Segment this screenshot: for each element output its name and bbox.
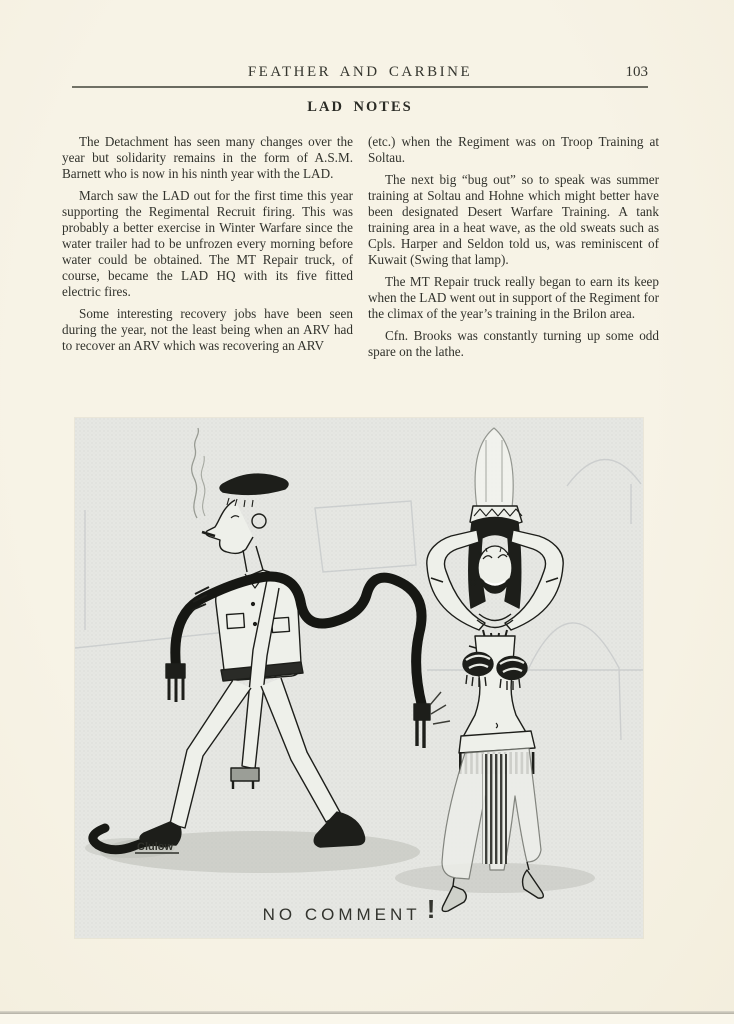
cartoon-caption: NO COMMENT ! (262, 894, 440, 924)
hose-coupling-right (414, 704, 430, 720)
hose-coupling-left (166, 664, 185, 678)
paragraph: The Detachment has seen many changes over the year but solidarity remains in the form of A.S.M. Barnett who is now in his ninth year with the LAD. (62, 134, 353, 181)
metal-part (231, 768, 259, 781)
journal-title: FEATHER AND CARBINE (247, 64, 473, 80)
header-rule (72, 86, 648, 88)
paragraph: (etc.) when the Regiment was on Troop Training at Soltau. (368, 134, 659, 165)
svg-text:Clulow: Clulow (137, 841, 174, 853)
page-number: 103 (625, 64, 648, 80)
right-column (368, 134, 659, 366)
paragraph: Some interesting recovery jobs have been seen during the year, not the least being when an ARV had to recover an ARV which was recovering an ARV (62, 306, 353, 353)
paragraph: March saw the LAD out for the first time this year supporting the Regimental Recruit firing. This was probably a better exercise in Winter Warfare since the water trailer had to be unfrozen every morning before water could be obtained. The MT Repair truck, of course, became the LAD HQ with its five fitted electric fires. (62, 188, 353, 299)
cartoon-signature (135, 841, 179, 853)
pants-striped-panel (482, 754, 507, 864)
left-column (62, 134, 353, 360)
paragraph: Cfn. Brooks was constantly turning up some odd spare on the lathe. (368, 328, 659, 359)
paragraph: The MT Repair truck really began to earn its keep when the LAD went out in support of the Regiment for the climax of the year’s training in the Brilon area. (368, 274, 659, 321)
article-title: LAD NOTES (307, 99, 413, 115)
page-scan-foot (0, 1014, 734, 1024)
cartoon-illustration (75, 418, 643, 938)
cartoon-drawing (75, 418, 643, 938)
paragraph: The next big “bug out” so to speak was summer training at Soltau and Hohne which might better have been designated Desert Warfare Training. A tank training area in a heat wave, as the old sweats such as Cpls. Harper and Seldon told us, was reminiscent of Kuwait (Swing that lamp). (368, 172, 659, 267)
